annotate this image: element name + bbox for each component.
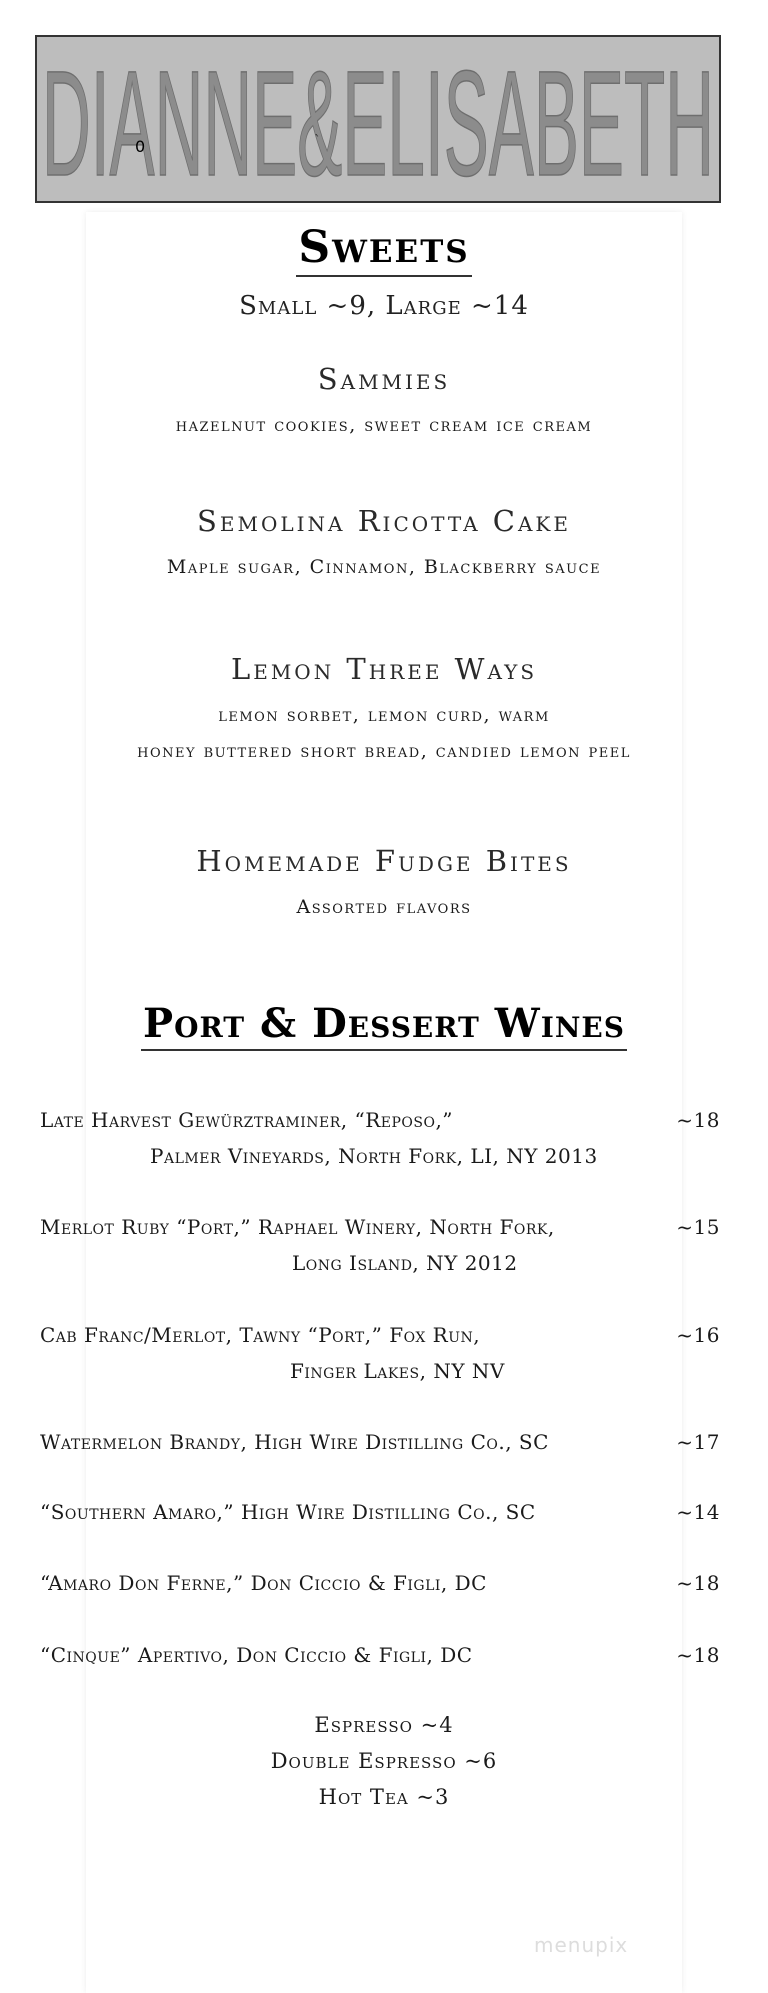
stray-mark: 0 bbox=[135, 137, 146, 156]
coffee-item: Double Espresso ~6 bbox=[270, 1749, 498, 1773]
menu-item-desc: honey buttered short bread, candied lemon peel bbox=[137, 740, 631, 762]
menu-item-name: Homemade Fudge Bites bbox=[196, 844, 572, 878]
wine-name: Late Harvest Gewürztraminer, “Reposo,” bbox=[40, 1108, 454, 1132]
menu-item-name: Semolina Ricotta Cake bbox=[197, 504, 571, 538]
wines-title: Port & Dessert Wines bbox=[141, 1000, 627, 1051]
coffee-item: Hot Tea ~3 bbox=[318, 1785, 450, 1809]
logo-text: DIANNE&ELISABETH bbox=[41, 47, 715, 197]
wine-name: Merlot Ruby “Port,” Raphael Winery, North Fork, bbox=[40, 1215, 555, 1239]
wine-price: ~14 bbox=[676, 1500, 720, 1524]
wine-name: Cab Franc/Merlot, Tawny “Port,” Fox Run, bbox=[40, 1323, 481, 1347]
menu-item-name: Sammies bbox=[317, 362, 451, 396]
wines-heading bbox=[0, 1000, 768, 1051]
menu-item-desc: lemon sorbet, lemon curd, warm bbox=[218, 704, 550, 726]
wine-origin: Finger Lakes, NY NV bbox=[290, 1359, 505, 1383]
sweets-title: Sweets bbox=[296, 222, 471, 277]
menu-item-desc: Maple sugar, Cinnamon, Blackberry sauce bbox=[166, 556, 602, 578]
menu-item-name: Lemon Three Ways bbox=[230, 652, 538, 686]
menu-item-desc: Assorted flavors bbox=[296, 896, 472, 918]
wine-origin: Long Island, NY 2012 bbox=[292, 1251, 518, 1275]
wine-price: ~18 bbox=[676, 1108, 720, 1132]
header-banner bbox=[35, 35, 721, 203]
wine-price: ~18 bbox=[676, 1571, 720, 1595]
restaurant-logo bbox=[37, 47, 719, 197]
wine-name: “Southern Amaro,” High Wire Distilling Co., SC bbox=[40, 1500, 536, 1524]
wine-name: Watermelon Brandy, High Wire Distilling Co., SC bbox=[40, 1430, 549, 1454]
wine-name: “Cinque” Apertivo, Don Ciccio & Figli, DC bbox=[40, 1643, 473, 1667]
coffee-item: Espresso ~4 bbox=[314, 1713, 454, 1737]
wine-price: ~18 bbox=[676, 1643, 720, 1667]
wine-name: “Amaro Don Ferne,” Don Ciccio & Figli, DC bbox=[40, 1571, 487, 1595]
watermark: menupix bbox=[534, 1933, 629, 1957]
sweets-prices: Small ~9, Large ~14 bbox=[239, 291, 529, 321]
stray-tick: ` bbox=[314, 133, 321, 149]
menu-item-desc: hazelnut cookies, sweet cream ice cream bbox=[175, 414, 593, 436]
sweets-heading bbox=[0, 222, 768, 277]
wine-price: ~15 bbox=[676, 1215, 720, 1239]
wine-price: ~16 bbox=[676, 1323, 720, 1347]
wine-price: ~17 bbox=[676, 1430, 720, 1454]
wine-origin: Palmer Vineyards, North Fork, LI, NY 2013 bbox=[150, 1144, 598, 1168]
